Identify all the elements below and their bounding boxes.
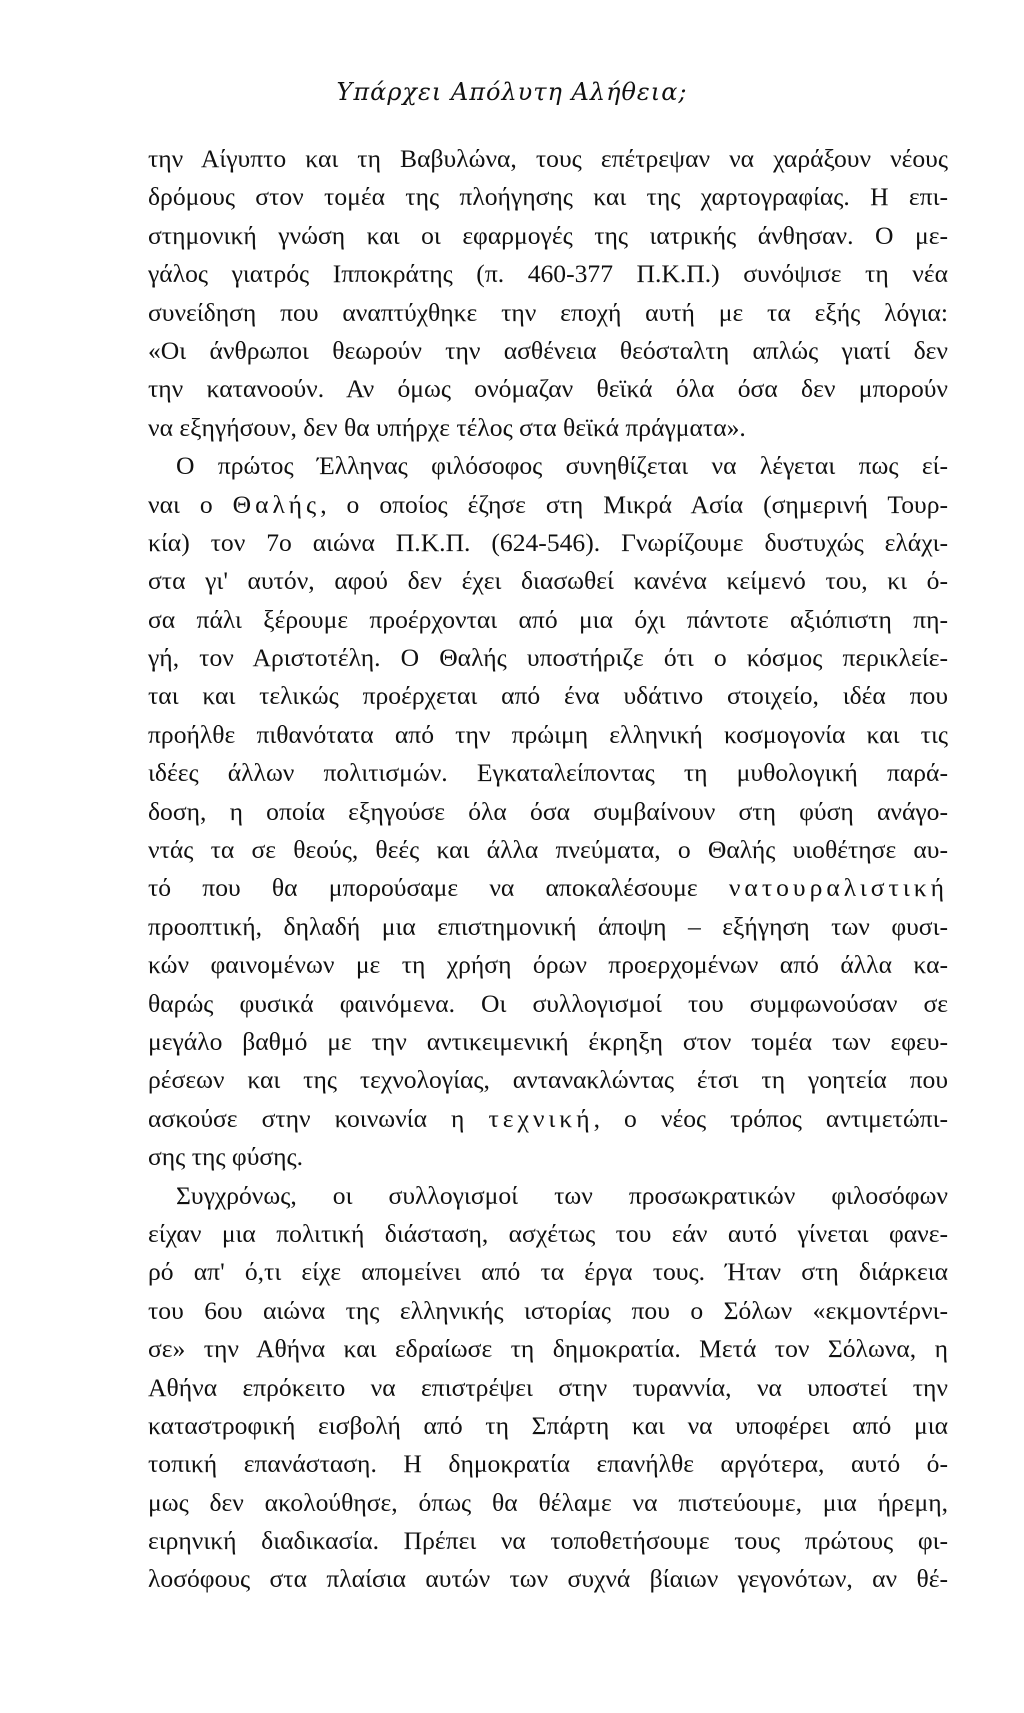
text-segment: ται και τελικώς προέρχεται από ένα υδάτινο στοιχείο, ιδέα που <box>148 681 948 711</box>
text-segment: δοση, η οποία εξηγούσε όλα όσα συμβαίνουν στη φύση ανάγο- <box>148 796 948 826</box>
text-line <box>148 562 948 600</box>
text-segment: την κατανοούν. Αν όμως ονόμαζαν θεϊκά όλα όσα δεν μπορούν <box>148 374 948 404</box>
text-segment: να εξηγήσουν, δεν θα υπήρχε τέλος στα θεϊκά πράγματα». <box>148 412 746 442</box>
text-line <box>148 831 948 869</box>
text-line <box>148 1253 948 1291</box>
text-segment: τό που θα μπορούσαμε να αποκαλέσουμε <box>148 873 729 903</box>
text-segment: «Οι άνθρωποι θεωρούν την ασθένεια θεόσταλτη απλώς γιατί δεν <box>148 335 948 365</box>
text-segment: ναι ο <box>148 489 233 519</box>
text-segment: κών φαινομένων με τη χρήση όρων προερχομένων από άλλα κα- <box>148 950 948 980</box>
text-segment: Αθήνα επρόκειτο να επιστρέψει στην τυραννία, να υποστεί την <box>148 1372 948 1402</box>
text-line <box>148 601 948 639</box>
text-line <box>148 178 948 216</box>
text-segment: σης της φύσης. <box>148 1142 304 1172</box>
text-line <box>148 409 948 447</box>
text-segment: κία) τον 7ο αιώνα Π.Κ.Π. (624-546). Γνωρίζουμε δυστυχώς ελάχι- <box>148 527 948 557</box>
text-line <box>148 1330 948 1368</box>
text-segment: ασκούσε στην κοινωνία η <box>148 1103 489 1133</box>
text-line <box>148 294 948 332</box>
text-line <box>148 524 948 562</box>
text-segment: τοπική επανάσταση. Η δημοκρατία επανήλθε αργότερα, αυτό ό- <box>148 1449 948 1479</box>
text-segment: συνείδηση που αναπτύχθηκε την εποχή αυτή με τα εξής λόγια: <box>148 297 948 327</box>
text-line <box>148 486 948 524</box>
text-segment: γάλος γιατρός Ιπποκράτης (π. 460-377 Π.Κ.Π.) συνόψισε τη νέα <box>148 259 948 289</box>
text-segment: στα γι' αυτόν, αφού δεν έχει διασωθεί κανένα κείμενό του, κι ό- <box>148 566 948 596</box>
text-segment: , ο οποίος έζησε στη Μικρά Ασία (σημερινή Τουρ- <box>320 489 948 519</box>
text-segment: του 6ου αιώνα της ελληνικής ιστορίας που ο Σόλων «εκμοντέρνι- <box>148 1295 948 1325</box>
text-segment: Ο πρώτος Έλληνας φιλόσοφος συνηθίζεται να λέγεται πως εί- <box>176 451 948 481</box>
text-line <box>148 1177 948 1215</box>
text-line <box>148 946 948 984</box>
text-line <box>148 793 948 831</box>
text-segment: θαρώς φυσικά φαινόμενα. Οι συλλογισμοί του συμφωνούσαν σε <box>148 988 948 1018</box>
text-line <box>148 908 948 946</box>
text-line <box>148 217 948 255</box>
text-segment: στημονική γνώση και οι εφαρμογές της ιατρικής άνθησαν. Ο με- <box>148 220 948 250</box>
text-line <box>148 639 948 677</box>
text-segment: ιδέες άλλων πολιτισμών. Εγκαταλείποντας τη μυθολογική παρά- <box>148 758 948 788</box>
text-line <box>148 985 948 1023</box>
text-line <box>148 1061 948 1099</box>
body-text <box>148 140 948 1599</box>
text-line <box>148 1100 948 1138</box>
text-line <box>148 1138 948 1176</box>
text-line <box>148 1215 948 1253</box>
text-segment: προήλθε πιθανότατα από την πρώιμη ελληνική κοσμογονία και τις <box>148 719 948 749</box>
running-head: Υπάρχει Απόλυτη Αλήθεια; <box>336 78 688 106</box>
text-segment: ρέσεων και της τεχνολογίας, αντανακλώντας έτσι τη γοητεία που <box>148 1065 948 1095</box>
text-segment: Συγχρόνως, οι συλλογισμοί των προσωκρατικών φιλοσόφων <box>176 1180 948 1210</box>
text-segment: ντάς τα σε θεούς, θεές και άλλα πνεύματα, ο Θαλής υιοθέτησε αυ- <box>148 835 948 865</box>
text-segment: δρόμους στον τομέα της πλοήγησης και της χαρτογραφίας. Η επι- <box>148 182 948 212</box>
text-line <box>148 255 948 293</box>
text-segment: καταστροφική εισβολή από τη Σπάρτη και να υποφέρει από μια <box>148 1410 948 1440</box>
text-line <box>148 716 948 754</box>
text-line <box>148 332 948 370</box>
text-line <box>148 1407 948 1445</box>
text-segment: λοσόφους στα πλαίσια αυτών των συχνά βίαιων γεγονότων, αν θέ- <box>148 1564 948 1594</box>
text-line <box>148 447 948 485</box>
text-line <box>148 1560 948 1598</box>
text-line <box>148 370 948 408</box>
text-line <box>148 1023 948 1061</box>
emphasized-term: Θαλής <box>232 489 321 519</box>
text-segment: ειρηνική διαδικασία. Πρέπει να τοποθετήσουμε τους πρώτους φι- <box>148 1526 948 1556</box>
text-segment: την Αίγυπτο και τη Βαβυλώνα, τους επέτρεψαν να χαράξουν νέους <box>148 144 948 173</box>
text-segment: σε» την Αθήνα και εδραίωσε τη δημοκρατία. Μετά τον Σόλωνα, η <box>148 1334 948 1364</box>
text-segment: μως δεν ακολούθησε, όπως θα θέλαμε να πιστεύουμε, μια ήρεμη, <box>148 1487 948 1517</box>
text-line <box>148 1292 948 1330</box>
text-segment: μεγάλο βαθμό με την αντικειμενική έκρηξη στον τομέα των εφευ- <box>148 1026 948 1056</box>
text-segment: είχαν μια πολιτική διάσταση, ασχέτως του εάν αυτό γίνεται φανε- <box>148 1218 948 1248</box>
text-line <box>148 1484 948 1522</box>
text-segment: , ο νέος τρόπος αντιμετώπι- <box>593 1103 948 1133</box>
text-line <box>148 677 948 715</box>
text-line <box>148 869 948 907</box>
text-segment: προοπτική, δηλαδή μια επιστημονική άποψη – εξήγηση των φυσι- <box>148 911 948 941</box>
text-segment: ρό απ' ό,τι είχε απομείνει από τα έργα τους. Ήταν στη διάρκεια <box>148 1257 948 1287</box>
text-line <box>148 754 948 792</box>
text-line <box>148 1369 948 1407</box>
text-segment: σα πάλι ξέρουμε προέρχονται από μια όχι πάντοτε αξιόπιστη πη- <box>148 604 948 634</box>
emphasized-term: τεχνική <box>488 1103 594 1133</box>
emphasized-term: νατουραλιστική <box>728 873 948 903</box>
text-line <box>148 1445 948 1483</box>
text-segment: γή, τον Αριστοτέλη. Ο Θαλής υποστήριζε ότι ο κόσμος περικλείε- <box>148 643 948 673</box>
text-line <box>148 1522 948 1560</box>
text-line <box>148 140 948 178</box>
